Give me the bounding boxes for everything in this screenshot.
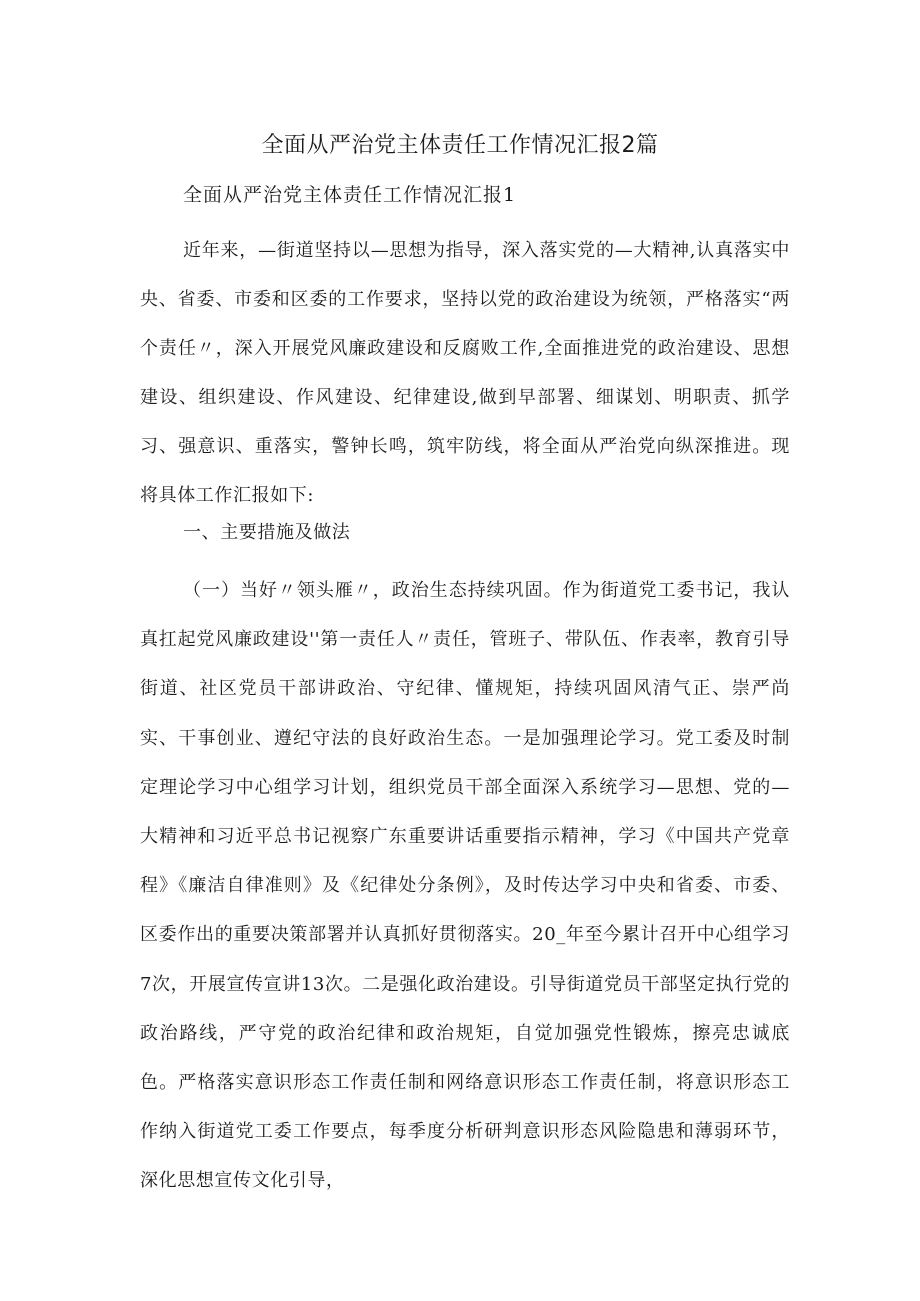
document-subtitle: 全面从严治党主体责任工作情况汇报1 [183,184,517,206]
document-title: 全面从严治党主体责任工作情况汇报2篇 [261,133,659,158]
section-paragraph: （一）当好〃领头雁〃，政治生态持续巩固。作为街道党工委书记，我认真扛起党风廉政建设''第一责任人〃责任，管班子、带队伍、作表率，教育引导街道、社区党员干部讲政治、守纪律、懂规矩，持续巩固风清气正、崇严尚实、干事创业、遵纪守法的良好政治生态。一是加强理论学习。党工委及时制定理论学习中心组学习计划，组织党员干部全面深入系统学习—思想、党的—大精神和习近平总书记视察广东重要讲话重要指示精神，学习《中国共产党章程》《廉洁自律准则》及《纪律处分条例》，及时传达学习中央和省委、市委、区委作出的重要决策部署并认真抓好贯彻落实。20_年至今累计召开中心组学习7次，开展宣传宣讲13次。二是强化政治建设。引导街道党员干部坚定执行党的政治路线，严守党的政治纪律和政治规矩，自觉加强党性锻炼，擦亮忠诚底色。严格落实意识形态工作责任制和网络意识形态工作责任制，将意识形态工作纳入街道党工委工作要点，每季度分析研判意识形态风险隐患和薄弱环节，深化思想宣传文化引导， [140,580,790,1192]
intro-paragraph: 近年来，—街道坚持以—思想为指导，深入落实党的—大精神,认真落实中央、省委、市委和区委的工作要求，坚持以党的政治建设为统领，严格落实“两个责任〃，深入开展党风廉政建设和反腐败工作,全面推进党的政治建设、思想建设、组织建设、作风建设、纪律建设,做到早部署、细谋划、明职责、抓学习、强意识、重落实，警钟长鸣，筑牢防线，将全面从严治党向纵深推进。现将具体工作汇报如下: [140,240,790,506]
section-heading: 一、主要措施及做法 [183,522,351,543]
